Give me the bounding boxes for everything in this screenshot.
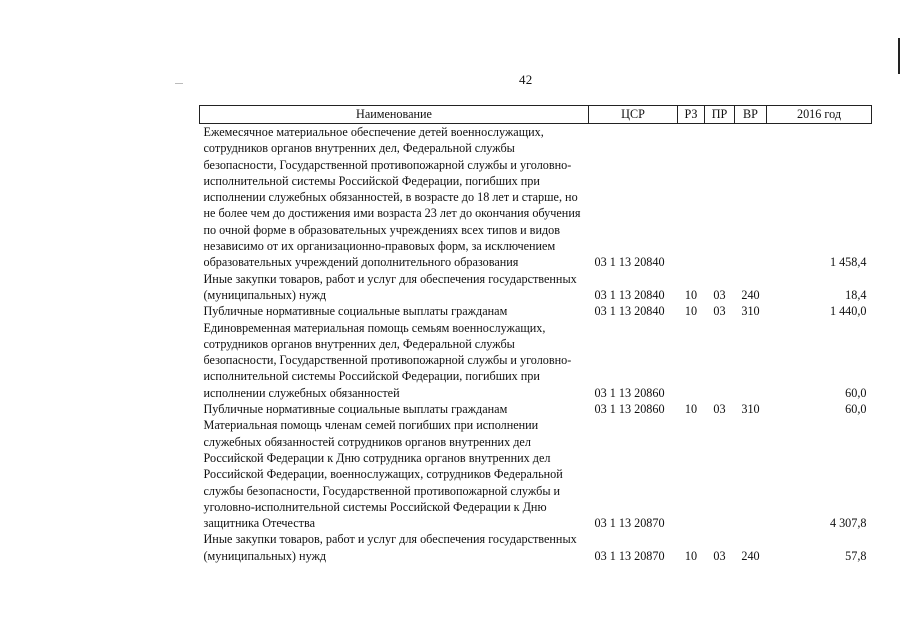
row-name: Иные закупки товаров, работ и услуг для обеспечения государственных (муниципальных) нужд — [203, 532, 577, 563]
row-vr: 240 — [741, 287, 760, 302]
row-rz: 10 — [684, 287, 698, 302]
row-pr: 03 — [713, 287, 726, 302]
row-pr: 03 — [713, 304, 726, 319]
row-name: Иные закупки товаров, работ и услуг для обеспечения государственных (муниципальных) нужд — [203, 271, 577, 302]
header-csr: ЦСР — [589, 106, 678, 124]
row-amount: 57,8 — [845, 548, 867, 563]
row-rz — [678, 417, 705, 531]
row-csr: 03 1 13 20840 — [594, 255, 665, 270]
row-csr: 03 1 13 20870 — [594, 548, 665, 563]
budget-table — [199, 105, 872, 564]
table-row — [200, 320, 872, 401]
row-rz: 10 — [684, 304, 698, 319]
header-name: Наименование — [200, 106, 589, 124]
row-name: Материальная помощь членам семей погибших при исполнении служебных обязанностей сотрудников органов внутренних дел Российской Федерации к Дню сотрудника органов внутренних дел Российской Федерации, военнослужащих, сотрудников Федеральной службы безопасности, Государственной противопожарной службы и уголовно-исполнительной системы Российской Федерации к Дню защитника Отечества — [203, 418, 563, 531]
row-pr: 03 — [713, 548, 726, 563]
row-pr — [705, 417, 735, 531]
row-name: Единовременная материальная помощь семьям военнослужащих, сотрудников органов внутренних дел, Федеральной службы безопасности, Государственной противопожарной службы и уголовно-исполнительной системы Российской Федерации, погибших при исполнении служебных обязанностей — [203, 320, 572, 400]
row-rz — [678, 320, 705, 401]
row-csr: 03 1 13 20860 — [594, 385, 665, 400]
row-amount: 4 307,8 — [829, 516, 867, 531]
margin-tick-mark — [175, 83, 183, 84]
header-rz: РЗ — [678, 106, 705, 124]
row-csr: 03 1 13 20870 — [594, 516, 665, 531]
row-vr: 310 — [741, 402, 760, 417]
row-name: Публичные нормативные социальные выплаты гражданам — [203, 402, 508, 417]
table-row — [200, 303, 872, 319]
page-edge-mark — [898, 38, 900, 74]
row-csr: 03 1 13 20840 — [594, 304, 665, 319]
row-amount: 1 458,4 — [829, 255, 867, 270]
table-row — [200, 271, 872, 304]
row-rz: 10 — [684, 402, 698, 417]
table-row — [200, 124, 872, 271]
row-amount: 60,0 — [845, 402, 867, 417]
row-amount: 1 440,0 — [829, 304, 867, 319]
row-vr: 310 — [741, 304, 760, 319]
row-pr: 03 — [713, 402, 726, 417]
row-vr — [735, 320, 767, 401]
row-amount: 18,4 — [845, 287, 867, 302]
table-row — [200, 417, 872, 531]
row-amount: 60,0 — [845, 385, 867, 400]
row-vr — [735, 124, 767, 271]
row-vr: 240 — [741, 548, 760, 563]
page-number: 42 — [519, 72, 533, 87]
header-year: 2016 год — [767, 106, 872, 124]
header-pr: ПР — [705, 106, 735, 124]
row-pr — [705, 124, 735, 271]
row-name: Ежемесячное материальное обеспечение детей военнослужащих, сотрудников органов внутренних дел, Федеральной службы безопасности, Государственной противопожарной службы и уголовно-исполнительной системы Российской Федерации, погибших при исполнении служебных обязанностей, в возрасте до 18 лет и старше, но не более чем до достижения ими возраста 23 лет до окончания обучения по очной форме в образовательных учреждениях всех типов и видов независимо от их организационно-правовых форм, за исключением образовательных учреждений дополнительного образования — [203, 125, 581, 270]
row-name: Публичные нормативные социальные выплаты гражданам — [203, 304, 508, 319]
table-row — [200, 401, 872, 417]
row-vr — [735, 417, 767, 531]
table-header-row — [200, 106, 872, 124]
table-row — [200, 531, 872, 564]
row-csr: 03 1 13 20860 — [594, 402, 665, 417]
header-vr: ВР — [735, 106, 767, 124]
row-pr — [705, 320, 735, 401]
row-csr: 03 1 13 20840 — [594, 287, 665, 302]
row-rz: 10 — [684, 548, 698, 563]
row-rz — [678, 124, 705, 271]
